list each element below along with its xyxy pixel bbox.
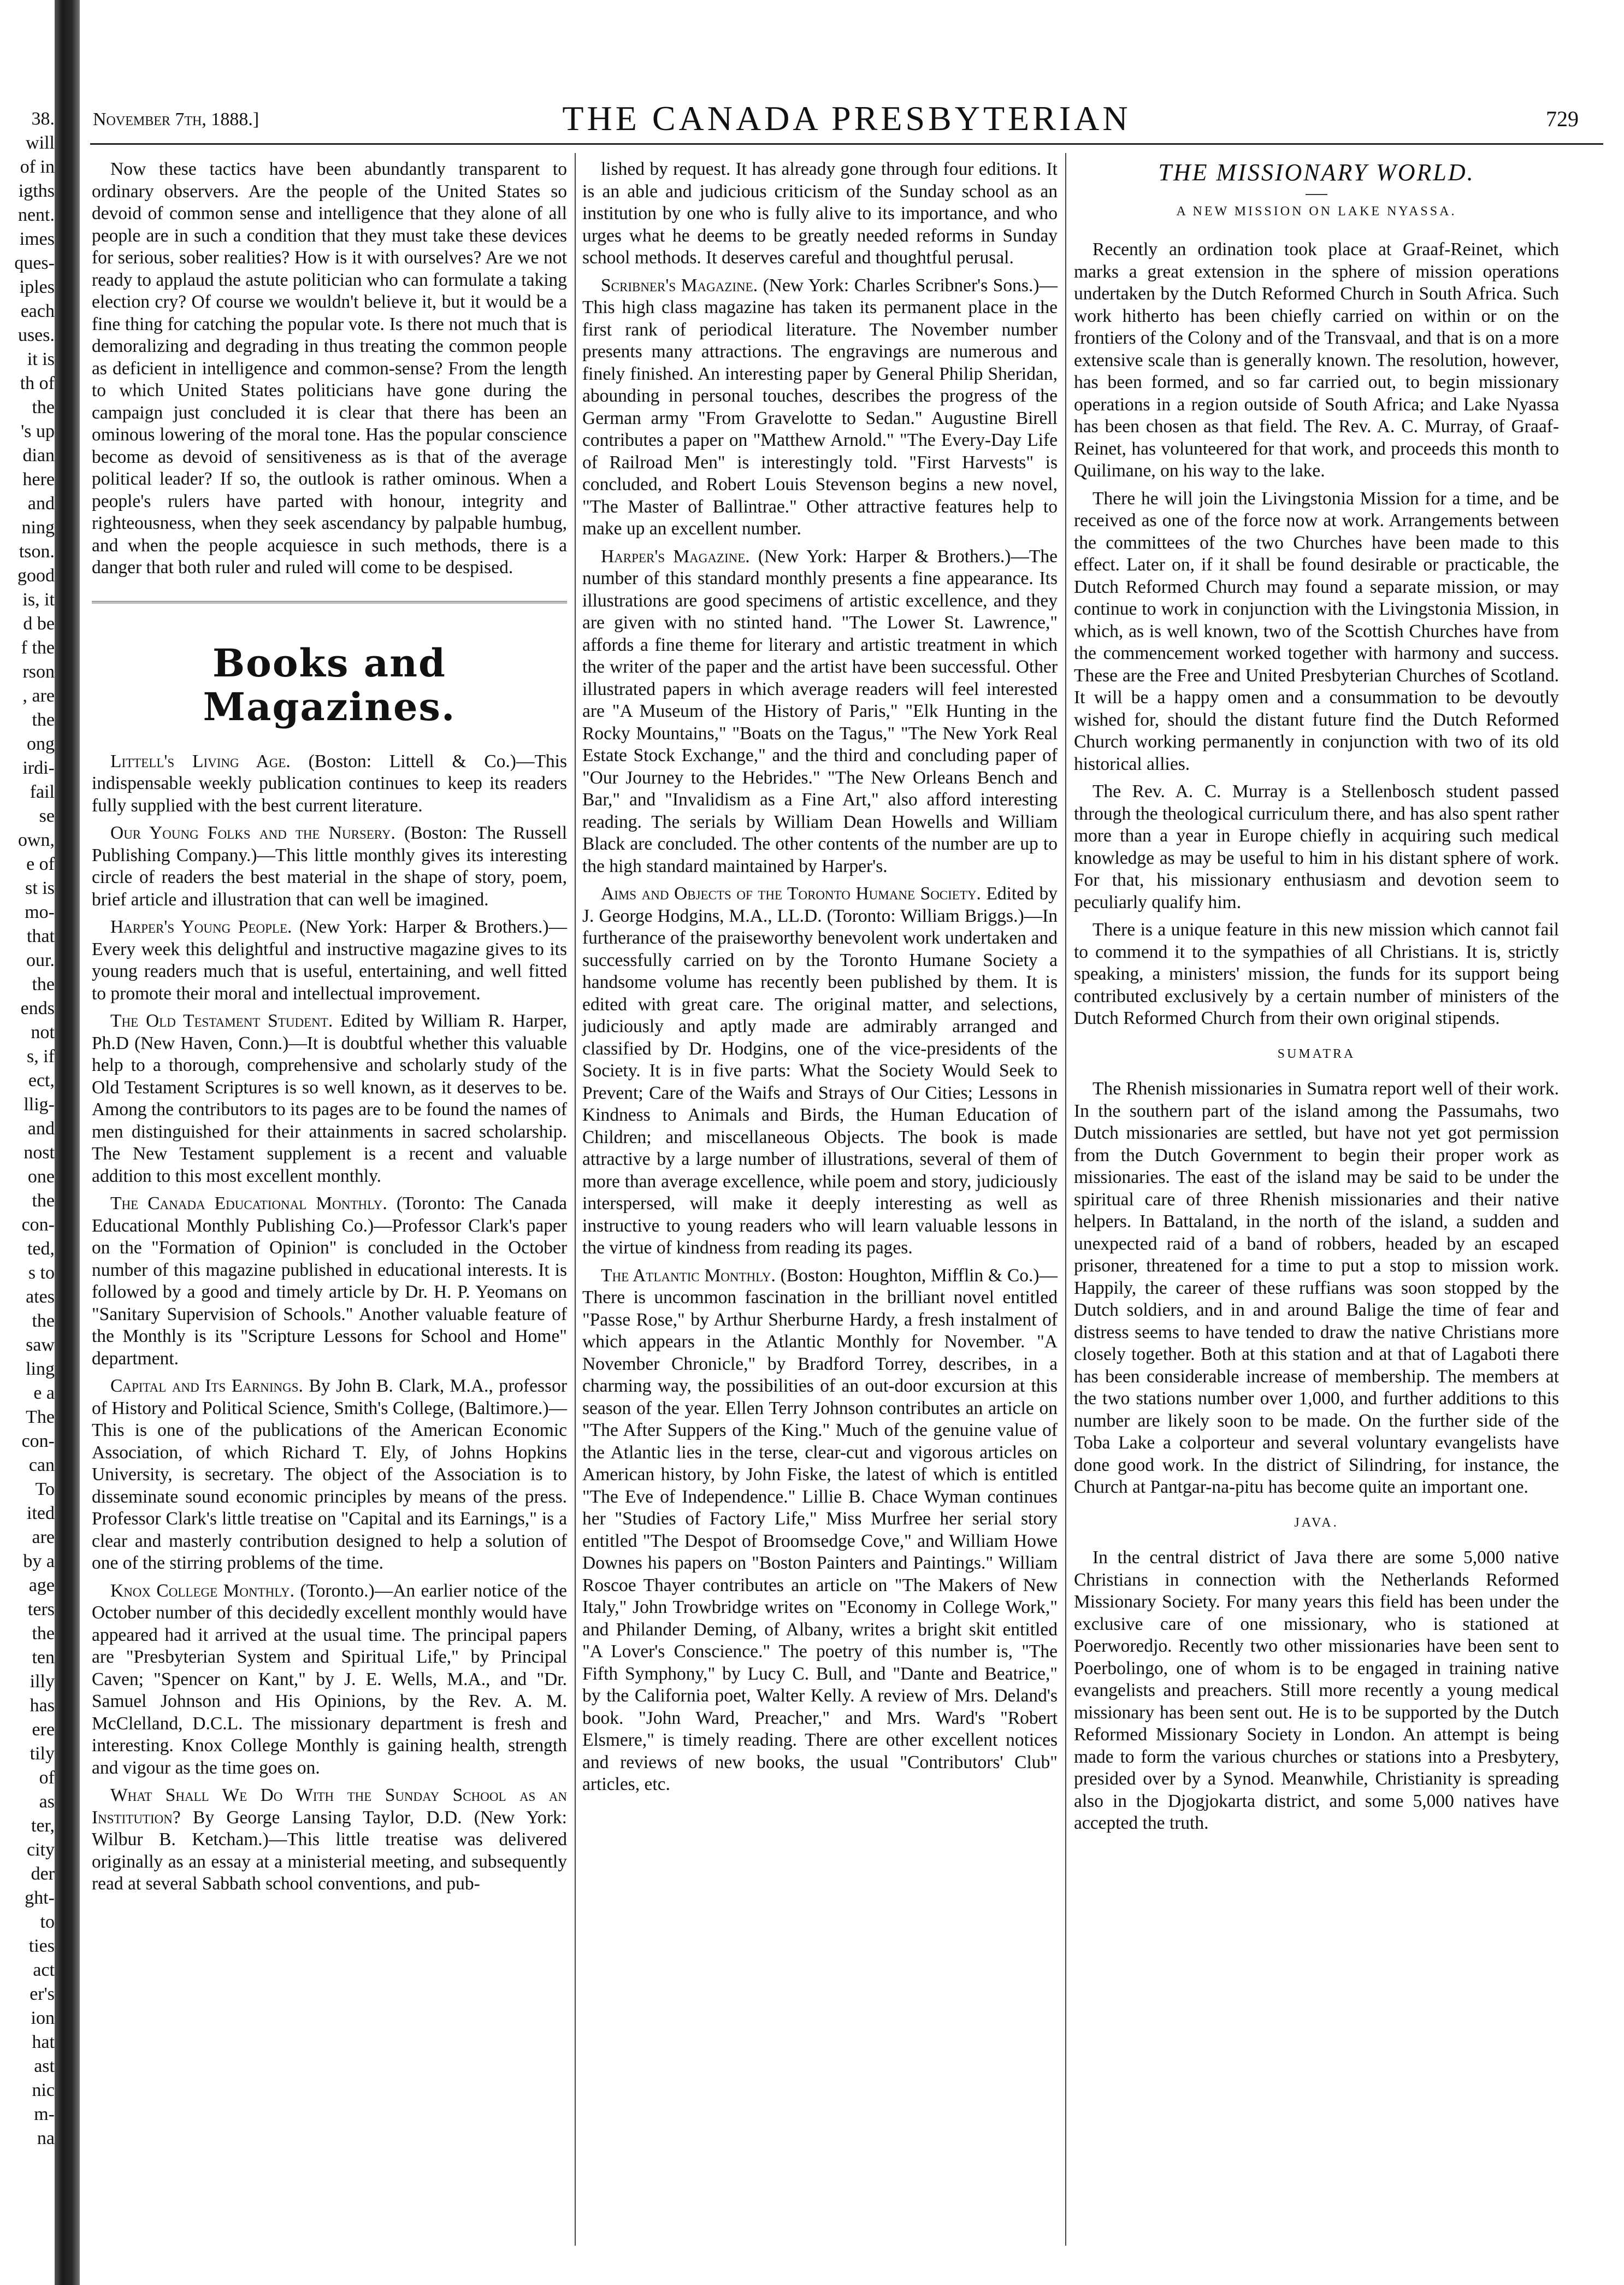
margin-fragment: con-: [21, 1431, 55, 1451]
margin-fragment: illy: [29, 1671, 55, 1692]
review-text: (New York: Charles Scribner's Sons.)—This high class magazine has taken its permanent place in the first rank of periodical literature. The November number presents many attractions. The engravings are numerous and finely finished. An interesting paper by General Philip Sheridan, abounding in personal touches, describes the progress of the German army "From Gravelotte to Sedan." Augustine Birell contributes a paper on "Matthew Arnold." "The Every-Day Life of Railroad Men" is interestingly told. "First Harvests" is concluded, and Robert Louis Stevenson begins a new novel, "The Master of Ballintrae." Other attractive features help to make up an excellent number.: [582, 275, 1058, 539]
review-text: Edited by J. George Hodgins, M.A., LL.D. (Toronto: William Briggs.)—In furtherance of the praiseworthy benevolent work undertaken and successfully carried on by the Toronto Humane Society a handsome volume has recently been published by them. It is edited with great care. The original matter, and selections, judiciously and aptly made are admirably arranged and classified by Dr. Hodgins, one of the vice-presidents of the Society. It is in five parts: What the Society Would Seek to Prevent; Care of the Waifs and Strays of Our Cities; Lessons in Kindness to Animals and Birds, the Human Education of Children; and miscellaneous Objects. The book is made attractive by a large number of illustrations, several of them of more than average excellence, while poem and story, judiciously interspersed, will make it deeply interesting as well as instructive to young readers who will learn valuable lessons in the virtue of kindness from reading its pages.: [582, 884, 1058, 1258]
missionary-world-heading: THE MISSIONARY WORLD.: [1158, 159, 1475, 186]
margin-fragment: nost: [23, 1142, 55, 1163]
review-paragraph: [582, 158, 1058, 269]
sumatra-heading: SUMATRA: [1277, 1046, 1356, 1061]
review-title: The Old Testament Student.: [110, 1011, 333, 1031]
sumatra-paragraph: The Rhenish missionaries in Sumatra report well of their work. In the southern part of the island among the Passumahs, two Dutch missionaries are settled, but have not yet got permission from the Dutch Government to begin their proper work as missionaries. The east of the island may be said to be under the spiritual care of three Rhenish missionaries and their native helpers. In Battaland, in the north of the island, a sudden and unexpected raid of a band of robbers, headed by an escaped prisoner, threatened for a time to put a stop to mission work. Happily, the career of these ruffians was soon stopped by the Dutch soldiers, and in and around Balige the time of fear and distress seems to have tended to draw the native Christians more closely together. Both at this station and at that of Lagaboti there has been considerable increase of membership. The members at the two stations number over 1,000, and further additions to this number are likely soon to be made. On the further side of the Toba Lake a colporteur and several voluntary evangelists have done good work. In the district of Silindring, for instance, the Church at Pantgar-na-pitu has become quite an important one.: [1074, 1079, 1559, 1497]
margin-fragment: one: [27, 1167, 55, 1187]
review-title: Knox College Monthly.: [110, 1580, 295, 1601]
page-header: [87, 98, 1606, 142]
page-number: 729: [1546, 107, 1579, 131]
header-date: November 7th, 1888.]: [93, 109, 259, 129]
margin-fragment: The: [26, 1407, 55, 1427]
margin-fragment: ling: [26, 1359, 55, 1379]
margin-fragment: tily: [29, 1744, 55, 1764]
review-title: Capital and Its Earnings.: [110, 1376, 303, 1396]
margin-fragment: irdi-: [22, 758, 55, 778]
review-text: lished by request. It has already gone through four editions. It is an able and judicious criticism of the Sunday school as an institution by one who is fully alive to its importance, and who urges what he deems to be greatly needed reforms in Sunday school methods. It deserves careful and thoughtful perusal.: [582, 159, 1058, 268]
java-paragraph: In the central district of Java there are some 5,000 native Christians in connection with the Netherlands Reformed Missionary Society. For many years this field has been under the exclusive care of one missionary, who is stationed at Poerworedjo. Recently two other missionaries have been sent to Poerbolingo, one of whom is to be engaged in training native evangelists and preachers. Still more recently a young medical missionary has been sent out. He is to be supported by the Dutch Reformed Missionary Society in London. An attempt is being made to form the various churches or stations into a Presbytery, presided over by a Synod. Meanwhile, Christianity is spreading also in the Djogjokarta district, and some 5,000 natives have accepted the truth.: [1074, 1547, 1559, 1833]
margin-fragment: are: [32, 1527, 55, 1547]
margin-fragment: to: [40, 1912, 55, 1932]
margin-fragment: ques-: [14, 253, 55, 273]
margin-fragment: own,: [17, 830, 55, 850]
review-title: Aims and Objects of the Toronto Humane Society.: [601, 884, 981, 904]
margin-fragment: ght-: [25, 1888, 55, 1908]
margin-fragment: the: [32, 1311, 55, 1331]
article-subheading: A NEW MISSION ON LAKE NYASSA.: [1176, 204, 1457, 219]
section-heading-books-and-magazines: Books and Magazines.: [203, 640, 456, 729]
margin-fragment: d be: [23, 614, 55, 634]
margin-fragment: To: [35, 1479, 55, 1499]
review-paragraph: [92, 1785, 567, 1895]
review-title: Littell's Living Age.: [110, 751, 291, 772]
margin-fragment: con-: [21, 1215, 55, 1235]
margin-fragment: s, if: [27, 1046, 55, 1067]
margin-fragment: ect,: [28, 1070, 55, 1091]
margin-fragment: each: [20, 301, 55, 321]
margin-fragment: f the: [21, 638, 55, 658]
margin-fragment: iples: [19, 277, 55, 297]
editorial-paragraph: Now these tactics have been abundantly transparent to ordinary observers. Are the people of the United States so devoid of common sense and intelligence that they alone of all people are in such a condition that they must take these devices for serious, sober realities? How is it with ourselves? Are we not ready to applaud the astute politician who can formulate a taking election cry? Of course we wouldn't believe it, but it would be a fine thing for catching the popular vote. Is there not much that is demoralizing and degrading in thus treating the common people as deficient in intelligence and common-sense? From the length to which United States politicians have gone during the campaign just concluded it is clear that there has been an ominous lowering of the moral tone. Has the popular conscience become as devoid of sensitiveness as is that of the average political leader? If so, the outlook is rather ominous. When a people's rulers have parted with honour, integrity and righteousness, when they seek ascendancy by palpable humbug, and when the people acquiesce in such methods, there is a danger that both ruler and ruled will come to be despised.: [92, 159, 567, 578]
column-3: [1074, 158, 1559, 1840]
margin-fragment: ties: [28, 1936, 55, 1956]
margin-fragment: nent.: [17, 205, 55, 225]
review-title: Harper's Magazine.: [601, 546, 750, 567]
section-rule: [92, 601, 567, 603]
article-paragraph: There he will join the Livingstonia Mission for a time, and be received as one of the force now at work. Arrangements between the committees of the two Churches have been made to this effect. Later on, if it shall be found desirable or practicable, the Dutch Reformed Church may found a separate mission, or may continue to work in conjunction with the Livingstonia Mission, in which, as is well known, two of the Scottish Churches have from the commencement worked together with harmony and success. These are the Free and United Presbyterian Churches of Scotland. It will be a happy omen and a consummation to be devoutly wished for, should the distant future find the Dutch Reformed Church working permanently in conjunction with two of its old historical allies.: [1074, 488, 1559, 774]
margin-fragment: of: [39, 1768, 55, 1788]
review-paragraph: [92, 1580, 567, 1780]
margin-fragment: , are: [22, 686, 55, 706]
margin-fragment: rson: [22, 662, 55, 682]
margin-fragment: 's up: [21, 421, 55, 441]
review-text: By George Lansing Taylor, D.D. (New York: Wilbur B. Ketcham.)—This little treatise was delivered originally as an essay at a ministerial meeting, and subsequently read at several Sabbath school conventions, and pub-: [92, 1807, 567, 1894]
margin-fragment: not: [31, 1022, 55, 1043]
margin-fragment: s to: [28, 1263, 55, 1283]
margin-fragment: ends: [20, 998, 55, 1018]
review-text: (Boston: Littell & Co.)—This indispensable weekly publication continues to keep its readers fully supplied with the best current literature.: [92, 751, 568, 816]
margin-fragment: age: [28, 1575, 55, 1595]
review-paragraph: [92, 751, 567, 817]
review-title: The Canada Educational Monthly.: [110, 1193, 387, 1214]
margin-fragment: ten: [32, 1647, 55, 1668]
review-title: Scribner's Magazine.: [601, 275, 758, 296]
margin-fragment: 38.: [31, 109, 55, 129]
margin-fragment: mo-: [25, 902, 55, 922]
review-text: Edited by William R. Harper, Ph.D (New Haven, Conn.)—It is doubtful whether this valuable help to a thorough, comprehensive and scholarly study of the Old Testament Scriptures is so well known, as it deserves to be. Among the contributors to its pages are to be found the names of men distinguished for their attainments in sacred scholarship. The New Testament supplement is a recent and valuable addition to this most excellent monthly.: [92, 1011, 567, 1186]
margin-fragment: that: [27, 926, 55, 946]
margin-fragment: hat: [32, 2032, 55, 2052]
margin-fragment: er's: [29, 1984, 55, 2004]
margin-fragment: ion: [31, 2008, 55, 2028]
review-paragraph: [92, 1010, 567, 1187]
margin-fragment: m-: [34, 2104, 55, 2124]
margin-fragment: ast: [34, 2056, 55, 2076]
column-divider-2: [1065, 153, 1066, 2246]
review-paragraph: [92, 1375, 567, 1575]
margin-fragment: st is: [25, 878, 55, 898]
review-paragraph: [582, 1265, 1058, 1796]
margin-fragment: good: [17, 566, 55, 586]
review-text: (Boston: The Russell Publishing Company.)—This little monthly gives its interesting circle of readers the best material in the shape of story, poem, brief article and illustration that can well be imagined.: [92, 823, 567, 910]
margin-fragment: the: [32, 1623, 55, 1644]
margin-fragment: der: [31, 1864, 55, 1884]
margin-fragment: uses.: [17, 325, 55, 345]
review-text: By John B. Clark, M.A., professor of History and Political Science, Smith's College, (Baltimore.)—This is one of the publications of the American Economic Association, of which Richard T. Ely, of Johns Hopkins University, is secretary. The object of the Association is to disseminate sound economic principles by means of the press. Professor Clark's little treatise on "Capital and its Earnings," is a clear and masterly contribution designed to help a solution of one of the stirring problems of the time.: [92, 1376, 567, 1573]
review-text: (Toronto.)—An earlier notice of the October number of this decidedly excellent monthly would have appeared had it arrived at the usual time. The principal papers are "Presbyterian System and Spiritual Life," by Principal Caven; "Spencer on Kant," by J. E. Wells, M.A., and "Dr. Samuel Johnson and His Opinions, by the Rev. A. M. McClelland, D.C.L. The missionary department is fresh and interesting. Knox College Monthly is gaining health, strength and vigour as the time goes on.: [92, 1580, 568, 1778]
review-paragraph: [582, 275, 1058, 540]
article-paragraph: The Rev. A. C. Murray is a Stellenbosch student passed through the theological curriculum there, and has also spent rather more than a year in Europe chiefly in acquiring such medical knowledge as may be useful to him in his distant sphere of work. For that, his missionary enthusiasm and devotion seem to peculiarly qualify him.: [1074, 781, 1559, 912]
margin-fragment: ited: [27, 1503, 55, 1523]
margin-fragment: as: [39, 1792, 55, 1812]
newspaper-title: THE CANADA PRESBYTERIAN: [562, 99, 1131, 138]
column-1: [92, 158, 567, 1901]
margin-fragment: city: [27, 1840, 55, 1860]
margin-fragment: saw: [26, 1335, 55, 1355]
review-paragraph: [92, 916, 567, 1005]
margin-fragment: ning: [21, 517, 55, 538]
margin-fragment: of in: [20, 157, 55, 177]
margin-fragment: ong: [27, 734, 55, 754]
review-paragraph: [582, 546, 1058, 878]
margin-fragment: ates: [26, 1287, 55, 1307]
header-rule: [90, 143, 1603, 145]
review-text: (Toronto: The Canada Educational Monthly Publishing Co.)—Professor Clark's paper on the "Formation of Opinion" is concluded in the October number of this magazine published in educational interests. It is followed by a good and timely article by Dr. H. P. Yeomans on "Sanitary Supervision of Schools." Another valuable feature of the Monthly is its "Scripture Lessons for School and Home" department.: [92, 1193, 567, 1369]
margin-fragment: here: [22, 469, 55, 490]
margin-fragment: tson.: [19, 541, 55, 562]
nyassa-article: [1074, 239, 1559, 1030]
margin-fragment: ters: [27, 1599, 55, 1619]
margin-fragment: th of: [20, 373, 55, 393]
margin-fragment: has: [29, 1695, 55, 1716]
binding-shadow: [55, 0, 80, 2285]
margin-fragment: nic: [32, 2080, 55, 2100]
margin-fragment: ter,: [31, 1816, 55, 1836]
margin-fragment: ere: [32, 1719, 55, 1740]
article-paragraph: There is a unique feature in this new mission which cannot fail to commend it to the sympathies of all Christians. It is, strictly speaking, a ministers' mission, the funds for its support being contributed exclusively by a certain number of ministers of the Dutch Reformed Church from their own original stipends.: [1074, 920, 1559, 1028]
review-title: What Shall We Do With the Sunday School as an Institution?: [92, 1785, 567, 1828]
review-text: (New York: Harper & Brothers.)—The number of this standard monthly presents a fine appearance. Its illustrations are good specimens of artistic excellence, and they are given with no stinted hand. "The Lower St. Lawrence," affords a fine theme for literary and artistic treatment in which the writer of the paper and the artist have been successful. Other illustrated papers in which average readers will feel interested are "A Museum of the History of Paris," "Elk Hunting in the Rocky Mountains," "Boats on the Tagus," "The New York Real Estate Stock Exchange," and the third and concluding paper of "Our Journey to the Hebrides." "The New Orleans Bench and Bar," and "Invalidism as a Fine Art," also afford interesting reading. The serials by William Dean Howells and William Black are concluded. The other contents of the number are up to the high standard maintained by Harper's.: [582, 546, 1058, 876]
margin-fragment: the: [32, 1191, 55, 1211]
review-paragraph: [582, 883, 1058, 1259]
margin-fragment: fail: [29, 782, 55, 802]
review-title: Our Young Folks and the Nursery.: [110, 823, 395, 843]
review-text: (Boston: Houghton, Mifflin & Co.)—There is uncommon fascination in the brilliant novel entitled "Passe Rose," by Arthur Sherburne Hardy, a fresh instalment of which appears in the Atlantic Monthly for November. "A November Chronicle," by Bradford Torrey, describes, in a charming way, the possibilities of an out-door excursion at this season of the year. Ellen Terry Johnson contributes an article on "The After Suppers of the King." Much of the genuine value of the Atlantic lies in the terse, clear-cut and vigorous articles on American history, by John Fiske, the latest of which is entitled "The Eve of Independence." Lillie B. Chace Wyman continues her "Studies of Factory Life," Miss Murfree her serial story entitled "The Despot of Broomsedge Cove," and William Howe Downes his papers on "Boston Painters and Paintings." William Roscoe Thayer contributes an article on "The Makers of New Italy," John Trowbridge writes on "Economy in College Work," and Philander Deming, of Albany, writes a bright skit entitled "A Lover's Conscience." The poetry of this number is, "The Fifth Symphony," by Lucy C. Bull, and "Dante and Beatrice," by the California poet, Walter Kelly. A review of Mrs. Deland's book. "John Ward, Preacher," and Mrs. Ward's "Robert Elsmere," is timely reading. There are other excellent notices and reviews of new books, the usual "Contributors' Club" articles, etc.: [582, 1265, 1058, 1794]
column-divider-1: [575, 153, 576, 2246]
margin-fragment: is, it: [22, 590, 55, 610]
margin-fragment: e of: [26, 854, 55, 874]
margin-fragment: imes: [19, 229, 55, 249]
margin-fragment: act: [33, 1960, 55, 1980]
margin-fragment: can: [28, 1455, 55, 1475]
heading-rule: [1306, 194, 1327, 195]
gutter-spine: [0, 0, 82, 2285]
review-paragraph: [92, 822, 567, 911]
review-paragraph: [92, 1193, 567, 1370]
margin-fragment: llig-: [23, 1094, 55, 1115]
margin-fragment: se: [39, 806, 55, 826]
review-list: [92, 751, 567, 1895]
margin-fragment: our.: [26, 950, 55, 970]
margin-fragment: by a: [23, 1551, 55, 1571]
article-paragraph: Recently an ordination took place at Graaf-Reinet, which marks a great extension in the sphere of mission operations undertaken by the Dutch Reformed Church in South Africa. Such work hitherto has been chiefly carried on within or on the frontiers of the Colony and of the Transvaal, and that is on a more extensive scale than is generally known. The resolution, however, has been formed, and so far carried out, to begin missionary operations in a region outside of South Africa; and Lake Nyassa has been chosen as that field. The Rev. A. C. Murray, of Graaf-Reinet, has volunteered for that work, and proceeds this month to Quilimane, on his way to the lake.: [1074, 239, 1559, 481]
margin-fragment: and: [27, 493, 55, 514]
margin-fragment: it is: [27, 349, 55, 369]
review-title: The Atlantic Monthly.: [601, 1265, 776, 1286]
margin-fragment: will: [26, 133, 55, 153]
margin-fragment: and: [27, 1118, 55, 1139]
column-2: [582, 158, 1058, 1801]
margin-fragment: the: [32, 397, 55, 417]
margin-fragment: na: [37, 2128, 55, 2148]
margin-fragment: ted,: [27, 1239, 55, 1259]
review-text: (New York: Harper & Brothers.)—Every week this delightful and instructive magazine gives to its young readers much that is useful, entertaining, and well fitted to promote their moral and intellectual improvement.: [92, 917, 567, 1004]
review-title: Harper's Young People.: [110, 917, 292, 937]
margin-fragment: igths: [18, 181, 55, 201]
margin-fragment: dian: [22, 445, 55, 466]
review-list: [582, 158, 1058, 1796]
java-heading: JAVA.: [1294, 1515, 1339, 1530]
margin-fragment: the: [32, 710, 55, 730]
margin-fragment: the: [32, 974, 55, 994]
margin-fragment: e a: [33, 1383, 55, 1403]
